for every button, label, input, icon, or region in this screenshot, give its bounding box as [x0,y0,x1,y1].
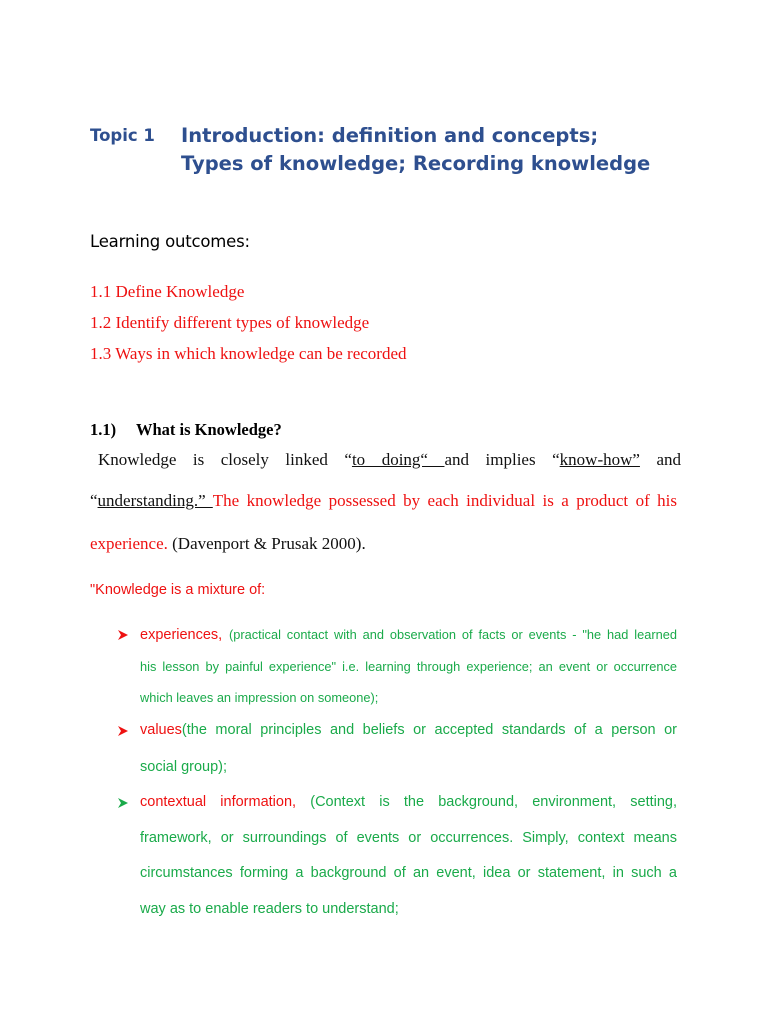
title-line-1: Introduction: definition and concepts; [181,124,599,147]
bullet-experiences-line-3: which leaves an impression on someone); [140,690,379,705]
paragraph-line-2: “understanding.” The knowledge possessed by each individual is a product of his [90,491,677,510]
bullet-label-values: values [140,722,182,738]
outcome-item: 1.2 Identify different types of knowledge [90,313,370,332]
bullet-values-line-1: values(the moral principles and beliefs or accepted standards of a person or [140,722,677,738]
bullet-contextual-line-2: framework, or surroundings of events or occurrences. Simply, context means [140,830,677,846]
section-title: What is Knowledge? [136,420,282,439]
bullet-experiences-line-1: experiences, (practical contact with and observation of facts or events - "he had learned [140,627,677,643]
outcome-item: 1.1 Define Knowledge [90,282,245,301]
arrow-bullet-icon [117,797,129,809]
section-number: 1.1) [90,420,117,439]
underlined-understanding: understanding.” [97,491,213,510]
underlined-know-how: know-how” [559,450,640,469]
bullet-contextual-line-1: contextual information, (Context is the background, environment, setting, [140,794,677,810]
mixture-intro: "Knowledge is a mixture of: [90,582,266,598]
outcome-item: 1.3 Ways in which knowledge can be recorded [90,344,407,363]
bullet-experiences-line-2: his lesson by painful experience" i.e. learning through experience; an event or occurrence [140,659,677,674]
title-line-2: Types of knowledge; Recording knowledge [181,152,651,175]
underlined-to-doing: to doing“ [351,450,445,469]
bullet-label-experiences: experiences, [140,627,223,643]
arrow-bullet-icon [117,725,129,737]
bullet-label-contextual: contextual information, [140,794,297,810]
arrow-bullet-icon [117,629,129,641]
bullet-contextual-line-4: way as to enable readers to understand; [140,901,399,917]
bullet-values-line-2: social group); [140,759,228,775]
paragraph-line-1: Knowledge is closely linked “to doing“ and implies “know-how” and [98,450,681,469]
paragraph-line-3: experience. (Davenport & Prusak 2000). [90,534,366,553]
bullet-contextual-line-3: circumstances forming a background of an event, idea or statement, in such a [140,865,677,881]
section-heading [90,420,282,440]
topic-label: Topic 1 [90,126,155,145]
learning-outcomes-heading: Learning outcomes: [90,232,250,251]
